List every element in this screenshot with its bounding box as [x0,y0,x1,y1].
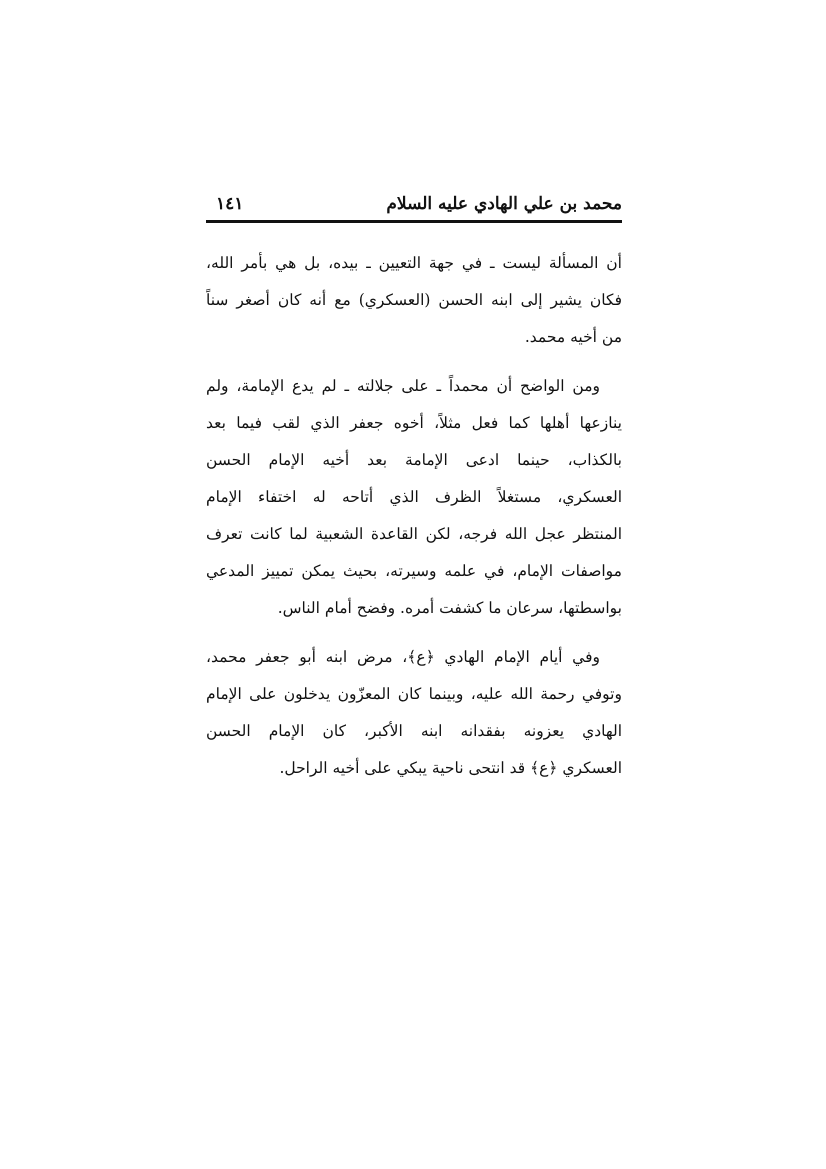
book-page [206,190,622,787]
text-line: وفي أيام الإمام الهادي ﴿ع﴾، مرض ابنه أبو جعفر محمد، [206,648,600,666]
text-line: العسكري، مستغلاً الظرف الذي أتاحه له اختفاء الإمام [206,488,622,506]
paragraph-2 [206,368,622,627]
text-line: الهادي يعزونه بفقدانه ابنه الأكبر، كان الإمام الحسن [206,722,622,740]
body-text [206,245,622,787]
chapter-title: محمد بن علي الهادي عليه السلام [386,194,622,214]
page-number: ١٤١ [216,194,244,214]
text-line: ينازعها أهلها كما فعل مثلاً، أخوه جعفر الذي لقب فيما بعد [206,414,622,432]
text-line: العسكري ﴿ع﴾ قد انتحى ناحية يبكي على أخيه الراحل. [279,759,622,777]
text-line: وتوفي رحمة الله عليه، وبينما كان المعزّون يدخلون على الإمام [206,685,622,703]
paragraph-1 [206,245,622,356]
text-line: مواصفات الإمام، في علمه وسيرته، بحيث يمكن تمييز المدعي [206,562,622,580]
text-line: من أخيه محمد. [524,328,622,346]
paragraph-3 [206,639,622,787]
text-line: بالكذاب، حينما ادعى الإمامة بعد أخيه الإمام الحسن [206,451,622,469]
text-line: ومن الواضح أن محمداً ـ على جلالته ـ لم يدع الإمامة، ولم [206,377,600,395]
text-line: بواسطتها، سرعان ما كشفت أمره. وفضح أمام الناس. [277,599,622,617]
running-header [206,190,622,223]
text-line: المنتظر عجل الله فرجه، لكن القاعدة الشعبية لما كانت تعرف [206,525,622,543]
text-line: أن المسألة ليست ـ في جهة التعيين ـ بيده، بل هي بأمر الله، [206,254,622,272]
text-line: فكان يشير إلى ابنه الحسن (العسكري) مع أنه كان أصغر سناً [206,291,622,309]
